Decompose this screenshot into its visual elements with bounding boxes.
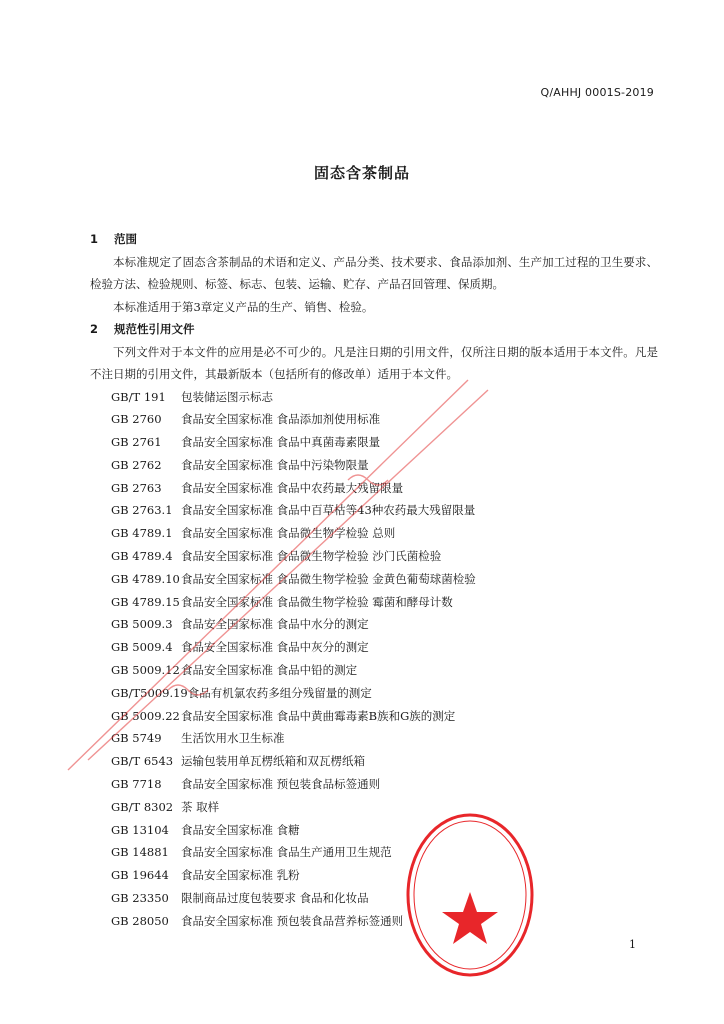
reference-code: GB 4789.1 bbox=[111, 526, 173, 541]
reference-title: 食品安全国家标准 食品中黄曲霉毒素B族和G族的测定 bbox=[181, 708, 456, 723]
reference-title: 包装储运图示标志 bbox=[181, 389, 273, 404]
reference-code: GB 2763.1 bbox=[111, 503, 173, 518]
document-body bbox=[90, 228, 658, 933]
reference-item bbox=[90, 499, 658, 522]
reference-title: 食品安全国家标准 食品中灰分的测定 bbox=[181, 640, 369, 655]
standard-code: Q/AHHJ 0001S-2019 bbox=[540, 86, 654, 99]
reference-title: 食品安全国家标准 食品添加剂使用标准 bbox=[181, 412, 381, 427]
section-2-intro: 下列文件对于本文件的应用是必不可少的。凡是注日期的引用文件，仅所注日期的版本适用于本文件。凡是不注日期的引用文件，其最新版本（包括所有的修改单）适用于本文件。 bbox=[90, 344, 658, 381]
reference-code: GB 4789.10 bbox=[111, 571, 180, 586]
reference-code: GB/T 8302 bbox=[111, 799, 174, 814]
section-1-paragraph: 本标准规定了固态含茶制品的术语和定义、产品分类、技术要求、食品添加剂、生产加工过程的卫生要求、检验方法、检验规则、标签、标志、包装、运输、贮存、产品召回管理、保质期。 bbox=[90, 254, 658, 291]
reference-list bbox=[90, 386, 658, 933]
reference-title: 食品安全国家标准 食品中水分的测定 bbox=[181, 617, 369, 632]
reference-title: 茶 取样 bbox=[181, 799, 220, 814]
reference-title: 食品安全国家标准 预包装食品营养标签通则 bbox=[181, 913, 404, 928]
reference-code: GB 5749 bbox=[111, 731, 162, 746]
section-1-paragraph: 本标准适用于第3章定义产品的生产、销售、检验。 bbox=[113, 299, 374, 314]
reference-code: GB 4789.4 bbox=[111, 549, 173, 564]
reference-code: GB 28050 bbox=[111, 913, 169, 928]
reference-code: GB 13104 bbox=[111, 822, 169, 837]
reference-code: GB 23350 bbox=[111, 891, 169, 906]
reference-item bbox=[90, 477, 658, 500]
reference-title: 食品安全国家标准 食品中污染物限量 bbox=[181, 457, 369, 472]
reference-item bbox=[90, 454, 658, 477]
reference-item bbox=[90, 819, 658, 842]
reference-title: 食品安全国家标准 食品中铅的测定 bbox=[181, 663, 358, 678]
reference-item bbox=[90, 408, 658, 431]
reference-title: 限制商品过度包装要求 食品和化妆品 bbox=[181, 891, 369, 906]
reference-title: 食品安全国家标准 食品微生物学检验 霉菌和酵母计数 bbox=[181, 594, 453, 609]
reference-code: GB/T5009.19 bbox=[111, 685, 188, 700]
reference-title: 食品安全国家标准 食品微生物学检验 总则 bbox=[181, 526, 396, 541]
reference-code: GB 2762 bbox=[111, 457, 162, 472]
reference-title: 食品安全国家标准 食糖 bbox=[181, 822, 300, 837]
reference-code: GB 5009.12 bbox=[111, 663, 180, 678]
reference-item bbox=[90, 568, 658, 591]
reference-code: GB 7718 bbox=[111, 777, 162, 792]
reference-item bbox=[90, 431, 658, 454]
section-2-title: 规范性引用文件 bbox=[114, 322, 195, 336]
section-1-number: 1 bbox=[90, 232, 99, 246]
reference-code: GB/T 6543 bbox=[111, 754, 174, 769]
reference-item bbox=[90, 386, 658, 409]
reference-item bbox=[90, 613, 658, 636]
reference-code: GB 2761 bbox=[111, 435, 162, 450]
reference-title: 食品安全国家标准 食品微生物学检验 金黄色葡萄球菌检验 bbox=[181, 571, 476, 586]
reference-title: 食品安全国家标准 食品生产通用卫生规范 bbox=[181, 845, 392, 860]
reference-item bbox=[90, 841, 658, 864]
section-2-number: 2 bbox=[90, 322, 99, 336]
reference-code: GB 2763 bbox=[111, 480, 162, 495]
section-1-heading bbox=[90, 228, 658, 251]
reference-item bbox=[90, 705, 658, 728]
reference-title: 食品有机氯农药多组分残留量的测定 bbox=[187, 685, 372, 700]
reference-item bbox=[90, 591, 658, 614]
reference-title: 运输包装用单瓦楞纸箱和双瓦楞纸箱 bbox=[181, 754, 365, 769]
section-2-heading bbox=[90, 318, 658, 341]
reference-item bbox=[90, 910, 658, 933]
section-1-title: 范围 bbox=[114, 232, 137, 246]
reference-code: GB 19644 bbox=[111, 868, 169, 883]
reference-title: 食品安全国家标准 食品微生物学检验 沙门氏菌检验 bbox=[181, 549, 442, 564]
reference-item bbox=[90, 522, 658, 545]
reference-code: GB 5009.3 bbox=[111, 617, 173, 632]
reference-item bbox=[90, 796, 658, 819]
reference-code: GB 2760 bbox=[111, 412, 162, 427]
page-number: 1 bbox=[629, 938, 636, 951]
reference-item bbox=[90, 750, 658, 773]
document-title: 固态含茶制品 bbox=[313, 164, 410, 182]
reference-code: GB 5009.4 bbox=[111, 640, 173, 655]
reference-item bbox=[90, 682, 658, 705]
reference-title: 食品安全国家标准 预包装食品标签通则 bbox=[181, 777, 381, 792]
reference-item bbox=[90, 659, 658, 682]
reference-title: 生活饮用水卫生标准 bbox=[181, 731, 285, 746]
reference-item bbox=[90, 636, 658, 659]
reference-code: GB 14881 bbox=[111, 845, 169, 860]
reference-title: 食品安全国家标准 食品中百草枯等43种农药最大残留限量 bbox=[181, 503, 476, 518]
reference-title: 食品安全国家标准 乳粉 bbox=[181, 868, 300, 883]
reference-title: 食品安全国家标准 食品中农药最大残留限量 bbox=[181, 480, 404, 495]
reference-item bbox=[90, 864, 658, 887]
reference-code: GB 4789.15 bbox=[111, 594, 180, 609]
reference-item bbox=[90, 727, 658, 750]
reference-title: 食品安全国家标准 食品中真菌毒素限量 bbox=[181, 435, 381, 450]
reference-item bbox=[90, 545, 658, 568]
reference-code: GB/T 191 bbox=[111, 389, 166, 404]
reference-item bbox=[90, 773, 658, 796]
reference-item bbox=[90, 887, 658, 910]
reference-code: GB 5009.22 bbox=[111, 708, 180, 723]
